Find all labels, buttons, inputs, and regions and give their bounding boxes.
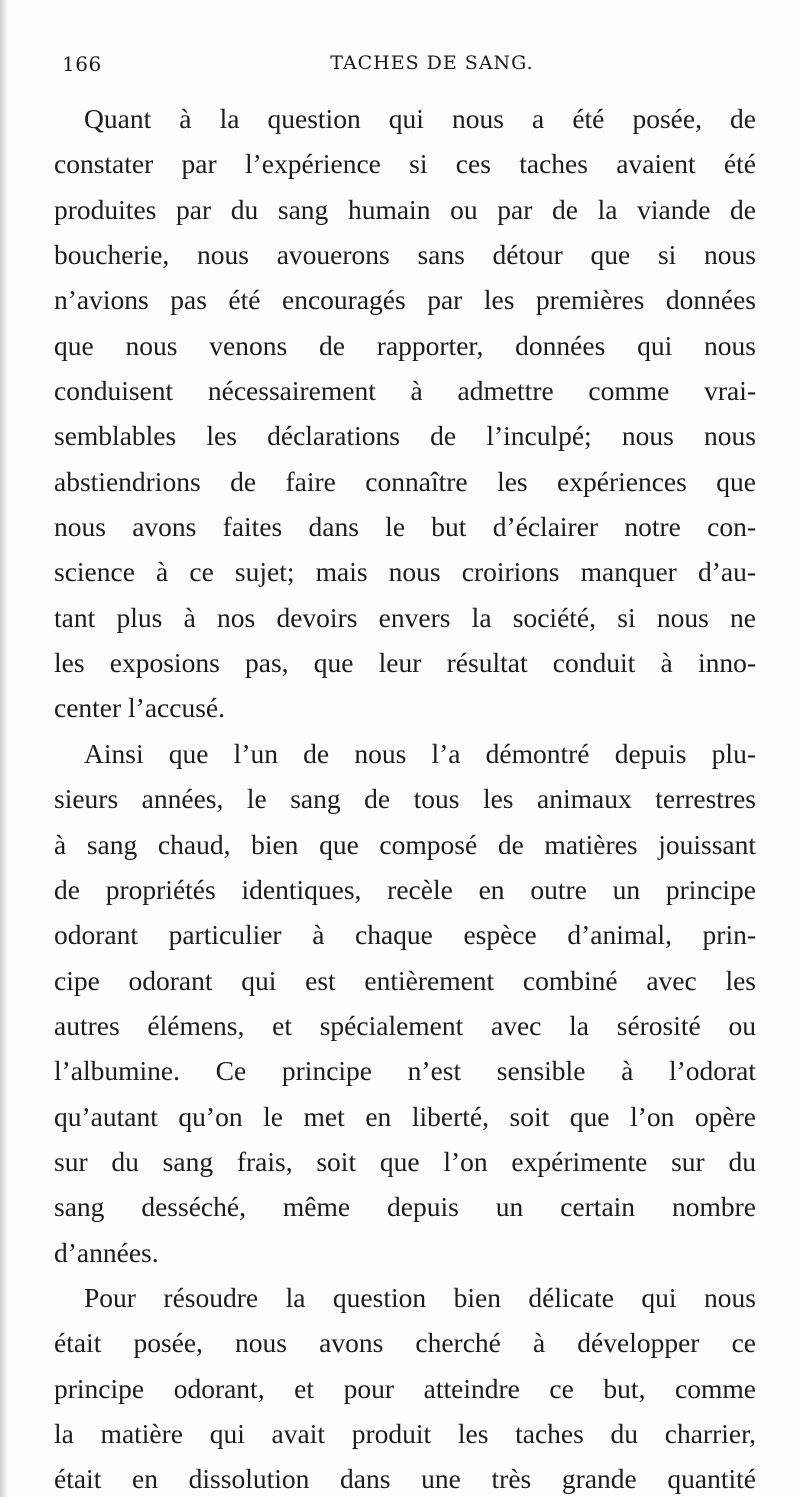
text-line: n’avions pas été encouragés par les premières données <box>54 284 756 316</box>
text-line: center l’accusé. <box>54 692 225 724</box>
body-text <box>54 96 756 1497</box>
text-line: autres élémens, et spécialement avec la sérosité ou <box>54 1009 756 1041</box>
text-line: abstiendrions de faire connaître les expériences que <box>54 465 756 497</box>
text-line: constater par l’expérience si ces taches avaient été <box>54 148 756 180</box>
paragraph <box>54 1275 756 1497</box>
text-line: tant plus à nos devoirs envers la société, si nous ne <box>54 601 756 633</box>
text-line: produites par du sang humain ou par de la viande de <box>54 193 756 225</box>
paragraph <box>54 96 756 731</box>
text-line: Ainsi que l’un de nous l’a démontré depuis plu- <box>84 737 756 769</box>
text-line: principe odorant, et pour atteindre ce but, comme <box>54 1372 756 1404</box>
text-line: la matière qui avait produit les taches du charrier, <box>54 1417 756 1449</box>
page-header <box>62 52 752 82</box>
text-line: science à ce sujet; mais nous croirions manquer d’au- <box>54 556 756 588</box>
gutter-shadow <box>0 0 8 1497</box>
text-line: Pour résoudre la question bien délicate qui nous <box>84 1281 756 1313</box>
text-line: semblables les déclarations de l’inculpé; nous nous <box>54 420 756 452</box>
text-line: odorant particulier à chaque espèce d’animal, prin- <box>54 919 756 951</box>
text-line: cipe odorant qui est entièrement combiné avec les <box>54 964 756 996</box>
text-line: boucherie, nous avouerons sans détour que si nous <box>54 239 756 271</box>
text-line: qu’autant qu’on le met en liberté, soit que l’on opère <box>54 1100 756 1132</box>
running-title: TACHES DE SANG. <box>330 52 534 74</box>
text-line: conduisent nécessairement à admettre comme vrai- <box>54 375 756 407</box>
text-line: sur du sang frais, soit que l’on expérimente sur du <box>54 1145 756 1177</box>
text-line: que nous venons de rapporter, données qui nous <box>54 329 756 361</box>
paragraph <box>54 731 756 1275</box>
text-line: d’années. <box>54 1236 159 1268</box>
text-line: de propriétés identiques, recèle en outre un principe <box>54 873 756 905</box>
text-line: sieurs années, le sang de tous les animaux terrestres <box>54 783 756 815</box>
text-line: à sang chaud, bien que composé de matières jouissant <box>54 828 756 860</box>
text-line: était posée, nous avons cherché à développer ce <box>54 1327 756 1359</box>
text-line: les exposions pas, que leur résultat conduit à inno- <box>54 647 756 679</box>
text-line: nous avons faites dans le but d’éclairer notre con- <box>54 511 756 543</box>
page-number: 166 <box>62 52 102 76</box>
text-line: sang desséché, même depuis un certain nombre <box>54 1191 756 1223</box>
text-line: Quant à la question qui nous a été posée, de <box>84 103 756 134</box>
text-line: l’albumine. Ce principe n’est sensible à l’odorat <box>54 1055 756 1087</box>
text-line: était en dissolution dans une très grande quantité <box>54 1463 756 1495</box>
